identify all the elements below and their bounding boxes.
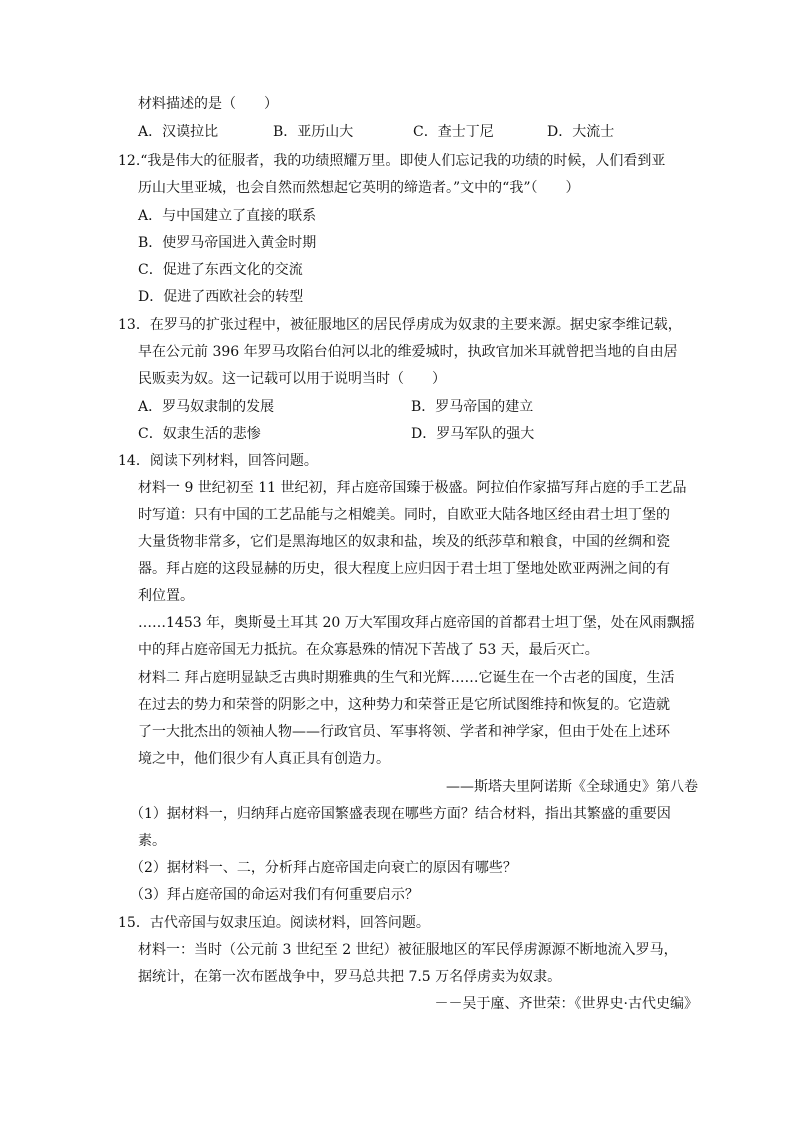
q15-source: －－吴于廑、齐世荣：《世界史·古代史编》 [434,996,698,1012]
q14-m2-line-2: 在过去的势力和荣誉的阴影之中，这种势力和荣誉正是它所试图维持和恢复的。它造就 [138,697,670,713]
q12-option-d: D．促进了西欧社会的转型 [138,289,304,305]
q14-sub-1: （1）据材料一，归纳拜占庭帝国繁盛表现在哪些方面？结合材料，指出其繁盛的重要因 [130,806,671,822]
q14-m1-line-7: 中的拜占庭帝国无力抵抗。在众寡悬殊的情况下苦战了 53 天，最后灭亡。 [138,642,599,658]
q12-option-b: B．使罗马帝国进入黄金时期 [138,235,317,251]
q11-option-a: A．汉谟拉比 [138,124,219,140]
q14-m2-line-3: 了一大批杰出的领袖人物——行政官员、军事将领、学者和神学家，但由于处在上述环 [138,724,670,740]
q15-m1-line-2: 据统计，在第一次布匿战争中，罗马总共把 7.5 万名俘虏卖为奴隶。 [138,969,562,985]
q13-line-1: 13．在罗马的扩张过程中，被征服地区的居民俘虏成为奴隶的主要来源。据史家李维记载， [118,317,682,333]
q12-option-a: A．与中国建立了直接的联系 [138,208,317,224]
q11-stem-tail: 材料描述的是（ ） [138,96,278,112]
q14-sub-1-cont: 素。 [138,833,166,849]
q13-option-a: A．罗马奴隶制的发展 [138,399,275,415]
q14-m1-line-1: 材料一 9 世纪初至 11 世纪初，拜占庭帝国臻于极盛。阿拉伯作家描写拜占庭的手工艺品 [138,480,687,496]
q11-option-c: C．查士丁尼 [413,124,494,140]
q14-m1-line-2: 时写道：只有中国的工艺品能与之相媲美。同时，自欧亚大陆各地区经由君士坦丁堡的 [138,507,670,523]
q14-source: ——斯塔夫里阿诺斯《全球通史》第八卷 [446,779,698,795]
q14-m1-line-4: 器。拜占庭的这段显赫的历史，很大程度上应归因于君士坦丁堡地处欧亚两洲之间的有 [138,561,670,577]
q14-sub-3: （3）拜占庭帝国的命运对我们有何重要启示？ [130,887,419,903]
q12-line-2: 历山大里亚城，也会自然而然想起它英明的缔造者。”文中的“我”（ ） [138,180,580,196]
q11-option-d: D．大流士 [547,124,615,140]
q14-m1-line-6: ……1453 年，奥斯曼土耳其 20 万大军围攻拜占庭帝国的首都君士坦丁堡，处在风雨飘摇 [138,615,695,631]
q12-option-c: C．促进了东西文化的交流 [138,262,303,278]
q13-line-3: 民贩卖为奴。这一记载可以用于说明当时（ ） [138,371,446,387]
q13-option-d: D．罗马军队的强大 [411,426,535,442]
q14-m1-line-3: 大量货物非常多，它们是黑海地区的奴隶和盐，埃及的纸莎草和粮食，中国的丝绸和瓷 [138,534,670,550]
q15-intro: 15．古代帝国与奴隶压迫。阅读材料，回答问题。 [118,915,430,931]
q13-option-b: B．罗马帝国的建立 [411,399,534,415]
q13-line-2: 早在公元前 396 年罗马攻陷台伯河以北的维爱城时，执政官加米耳就曾把当地的自由居 [138,344,678,360]
q14-sub-2: （2）据材料一、二，分析拜占庭帝国走向衰亡的原因有哪些？ [130,860,517,876]
q14-m2-line-4: 境之中，他们很少有人真正具有创造力。 [138,751,390,767]
q14-intro: 14．阅读下列材料，回答问题。 [118,453,318,469]
q15-m1-line-1: 材料一：当时（公元前 3 世纪至 2 世纪）被征服地区的军民俘虏源源不断地流入罗马， [138,942,678,958]
q14-m1-line-5: 利位置。 [138,588,194,604]
q13-option-c: C．奴隶生活的悲惨 [138,426,261,442]
q12-line-1: 12.“我是伟大的征服者，我的功绩照耀万里。即使人们忘记我的功绩的时候，人们看到亚 [118,153,666,169]
q11-option-b: B．亚历山大 [273,124,354,140]
q14-m2-line-1: 材料二 拜占庭明显缺乏古典时期雅典的生气和光辉……它诞生在一个古老的国度，生活 [138,670,675,686]
